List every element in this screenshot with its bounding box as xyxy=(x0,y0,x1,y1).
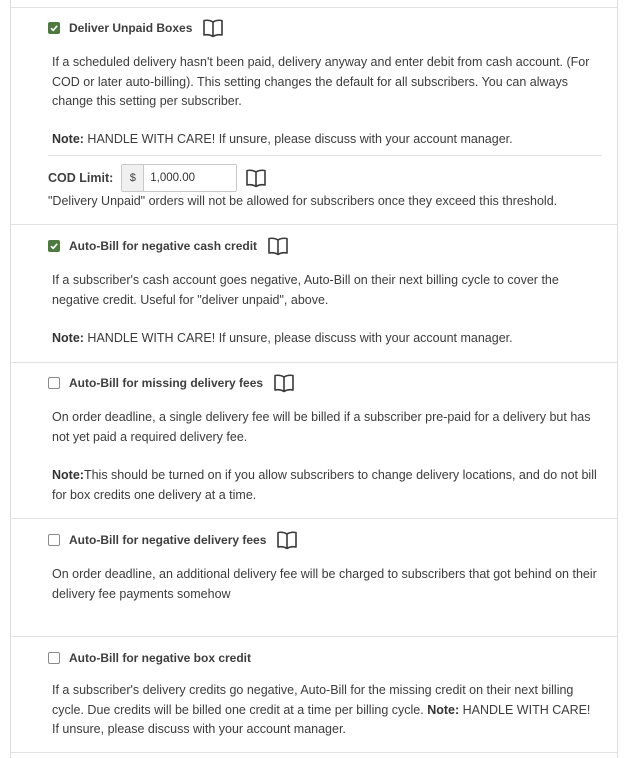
negative-box-label[interactable]: Auto-Bill for negative box credit xyxy=(69,651,252,665)
description-text: If a subscriber's delivery credits go negative, Auto-Bill for the missing credit on their next billing cycle. Due credits will be billed one credit at a time per billing cycle. xyxy=(52,683,574,717)
deliver-unpaid-note xyxy=(52,130,600,150)
section-divider xyxy=(10,752,618,753)
negative-box-checkbox[interactable] xyxy=(48,652,60,664)
section-divider xyxy=(10,7,618,8)
book-help-icon[interactable] xyxy=(245,168,267,188)
deliver-unpaid-label[interactable]: Deliver Unpaid Boxes xyxy=(69,21,193,35)
missing-fees-description: On order deadline, a single delivery fee will be billed if a subscriber pre-paid for a delivery but has not yet paid a required delivery fee. xyxy=(52,410,591,444)
cod-limit-label: COD Limit: xyxy=(48,171,114,185)
deliver-unpaid-checkbox[interactable] xyxy=(48,22,60,34)
cod-limit-help: "Delivery Unpaid" orders will not be allowed for subscribers once they exceed this threshold. xyxy=(48,194,558,208)
negative-cash-description: If a subscriber's cash account goes negative, Auto-Bill on their next billing cycle to cover the negative credit. Useful for "deliver unpaid", above. xyxy=(52,273,559,307)
negative-cash-note xyxy=(52,329,600,349)
cod-limit-input-group xyxy=(121,164,237,192)
missing-fees-checkbox[interactable] xyxy=(48,377,60,389)
book-help-icon[interactable] xyxy=(273,373,295,393)
negative-cash-setting xyxy=(48,236,289,256)
negative-cash-checkbox[interactable] xyxy=(48,240,60,252)
section-divider xyxy=(10,224,618,225)
note-text: HANDLE WITH CARE! If unsure, please discuss with your account manager. xyxy=(83,331,513,345)
missing-fees-note xyxy=(52,466,600,505)
note-label: Note: xyxy=(52,132,84,146)
missing-fees-label[interactable]: Auto-Bill for missing delivery fees xyxy=(69,376,264,390)
cod-divider xyxy=(48,155,602,156)
section-divider xyxy=(10,362,618,363)
currency-addon: $ xyxy=(122,165,144,191)
section-divider xyxy=(10,636,618,637)
note-text: HANDLE WITH CARE! If unsure, please discuss with your account manager. xyxy=(52,702,591,736)
book-help-icon[interactable] xyxy=(202,18,224,38)
negative-fees-description: On order deadline, an additional delivery fee will be charged to subscribers that got behind on their delivery fee payments somehow xyxy=(52,567,597,601)
cod-limit-input[interactable] xyxy=(144,165,236,191)
negative-fees-checkbox[interactable] xyxy=(48,534,60,546)
book-help-icon[interactable] xyxy=(267,236,289,256)
note-label: Note: xyxy=(52,331,84,345)
negative-fees-label[interactable]: Auto-Bill for negative delivery fees xyxy=(69,533,267,547)
note-text: This should be turned on if you allow subscribers to change delivery locations, and do not bill for box credits one delivery at a time. xyxy=(52,468,597,502)
missing-fees-setting xyxy=(48,373,295,393)
negative-box-description xyxy=(52,681,600,740)
note-label: Note: xyxy=(427,702,460,717)
note-text: HANDLE WITH CARE! If unsure, please discuss with your account manager. xyxy=(83,132,513,146)
deliver-unpaid-description: If a scheduled delivery hasn't been paid, delivery anyway and enter debit from cash account. (For COD or later auto-billing). This setting changes the default for all subscribers. You can always change this setting per subscriber. xyxy=(52,55,590,108)
book-help-icon[interactable] xyxy=(276,530,298,550)
negative-fees-setting xyxy=(48,530,298,550)
section-divider xyxy=(10,518,618,519)
deliver-unpaid-setting xyxy=(48,18,224,38)
negative-cash-label[interactable]: Auto-Bill for negative cash credit xyxy=(69,239,258,253)
note-label: Note: xyxy=(52,468,84,482)
cod-limit-row xyxy=(48,163,267,193)
negative-box-setting xyxy=(48,648,251,668)
